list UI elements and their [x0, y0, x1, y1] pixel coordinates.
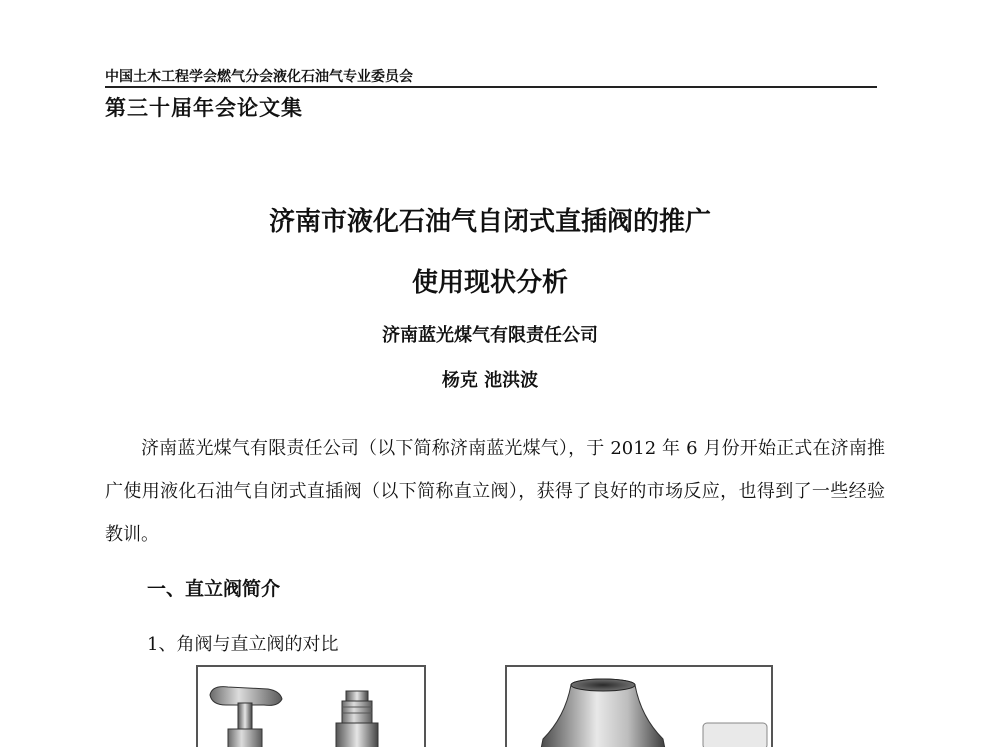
subsection-heading: 1、角阀与直立阀的对比 — [147, 634, 339, 655]
angle-valve-image — [198, 667, 424, 747]
upright-valve-image — [507, 667, 771, 747]
header-rule — [105, 86, 877, 88]
paper-title-line2: 使用现状分析 — [411, 268, 568, 298]
author-names: 杨克 池洪波 — [441, 370, 539, 391]
intro-paragraph: 济南蓝光煤气有限责任公司（以下简称济南蓝光煤气），于 2012 年 6 月份开始正式在济南推广使用液化石油气自闭式直插阀（以下简称直立阀），获得了良好的市场反应，也得到了一些经验教训。 — [105, 438, 885, 545]
paper-title-line1: 济南市液化石油气自闭式直插阀的推广 — [268, 207, 711, 237]
company-affiliation: 济南蓝光煤气有限责任公司 — [382, 325, 598, 346]
section-heading: 一、直立阀简介 — [147, 578, 281, 600]
header-collection: 第三十届年会论文集 — [105, 96, 303, 120]
header-org: 中国土木工程学会燃气分会液化石油气专业委员会 — [105, 69, 413, 85]
